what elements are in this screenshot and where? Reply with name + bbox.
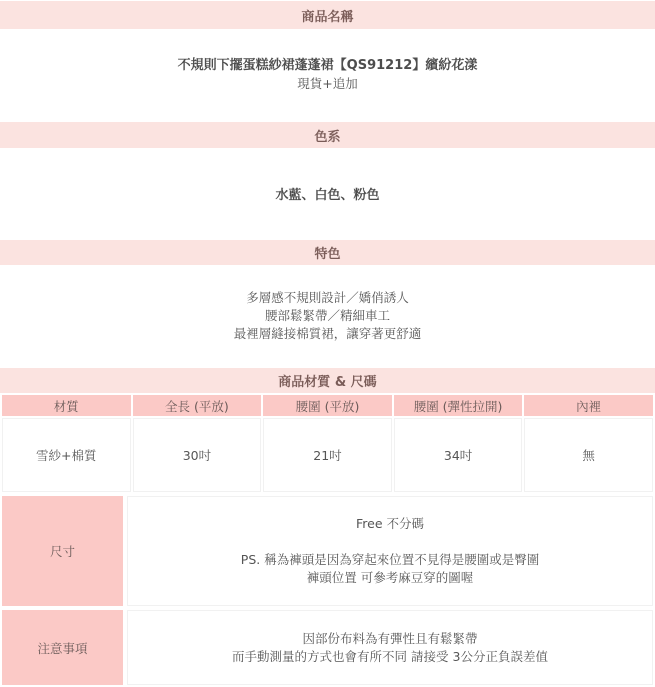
product-title: 不規則下擺蛋糕紗裙蓬蓬裙【QS91212】繽紛花漾 (177, 58, 478, 73)
col-waist-stretched: 腰圍 (彈性拉開) (394, 395, 523, 416)
cell-waist-stretched: 34吋 (394, 418, 523, 492)
colors-section (0, 148, 655, 238)
product-name-header (0, 0, 655, 30)
cell-full-length: 30吋 (133, 418, 262, 492)
col-material: 材質 (2, 395, 131, 416)
cell-waist-flat: 21吋 (263, 418, 392, 492)
table-header-row (2, 395, 653, 416)
material-size-table (0, 393, 655, 494)
product-name-section (0, 30, 655, 120)
notes-line-1: 因部份布料為有彈性且有鬆緊帶 (302, 630, 478, 646)
col-full-length: 全長 (平放) (133, 395, 262, 416)
features-header-label: 特色 (314, 247, 341, 262)
features-header (0, 239, 655, 266)
material-size-header (0, 367, 655, 394)
table-row (2, 418, 653, 492)
colors-header (0, 121, 655, 149)
feature-line: 最裡層縫接棉質裙，讓穿著更舒適 (233, 326, 422, 341)
features-section (0, 266, 655, 366)
notes-line-2: 而手動測量的方式也會有所不同 請接受 3公分正負誤差值 (232, 648, 548, 664)
notes-label: 注意事項 (2, 610, 123, 685)
cell-material: 雪紗+棉質 (2, 418, 131, 492)
col-lining: 內裡 (524, 395, 653, 416)
size-label: 尺寸 (2, 496, 123, 606)
notes-content (127, 610, 653, 685)
colors-header-label: 色系 (314, 129, 341, 145)
color-options: 水藍、白色、粉色 (275, 187, 380, 203)
product-name-header-label: 商品名稱 (301, 9, 354, 25)
material-size-header-label: 商品材質 & 尺碼 (278, 375, 377, 390)
size-free: Free 不分碼 (356, 516, 424, 531)
feature-line: 腰部鬆緊帶／精細車工 (264, 308, 390, 323)
size-note-1: PS. 稱為褲頭是因為穿起來位置不見得是腰圍或是臀圍 (240, 552, 540, 567)
size-note-2: 褲頭位置 可參考麻豆穿的圖喔 (306, 570, 474, 585)
cell-lining: 無 (524, 418, 653, 492)
size-row (0, 494, 655, 608)
feature-line: 多層感不規則設計／嬌俏誘人 (246, 290, 409, 305)
col-waist-flat: 腰圍 (平放) (263, 395, 392, 416)
size-content (127, 496, 653, 606)
notes-row (0, 608, 655, 687)
stock-status: 現貨+追加 (297, 76, 358, 91)
